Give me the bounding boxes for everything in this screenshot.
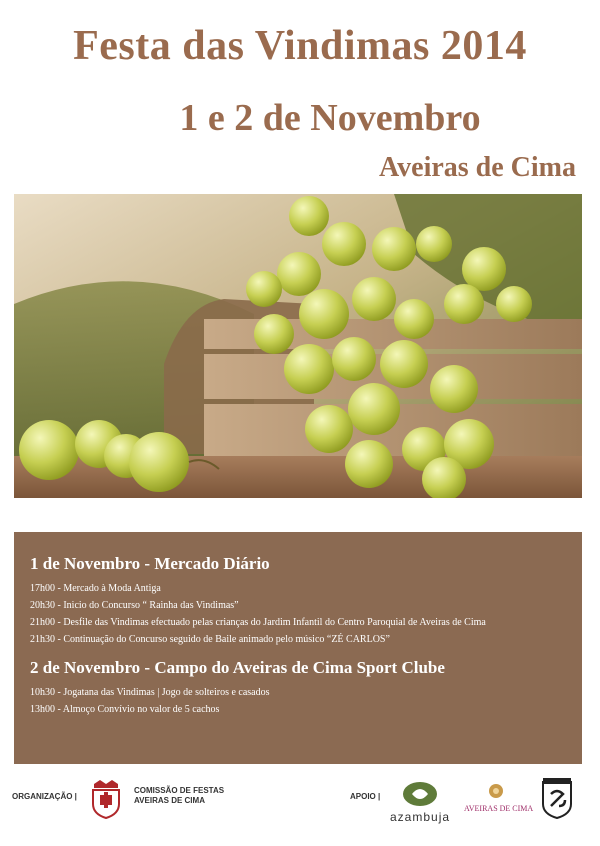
sport-club-badge-icon [540, 776, 574, 825]
event-item: 21h00 - Desfile das Vindimas efectuado pelas crianças do Jardim Infantil do Centro Paroquial de Aveiras de Cima [30, 617, 486, 628]
municipal-crest-icon [86, 778, 126, 825]
day-heading: 1 de Novembro - Mercado Diário [30, 554, 270, 573]
program-panel [14, 532, 582, 764]
event-location: Aveiras de Cima [379, 152, 576, 183]
day-heading: 2 de Novembro - Campo do Aveiras de Cima Sport Clube [30, 658, 445, 677]
grapes-photo [14, 194, 582, 498]
support-label: APOIO | [350, 792, 381, 801]
day-block-1 [30, 554, 566, 648]
event-item: 21h30 - Continuação do Concurso seguido de Baile animado pelo músico “ZÉ CARLOS” [30, 634, 390, 645]
commission-line: COMISSÃO DE FESTAS [134, 786, 225, 795]
commission-name [134, 786, 224, 806]
footer [0, 774, 600, 834]
organization-label: ORGANIZAÇÃO | [12, 792, 77, 801]
event-dates: 1 e 2 de Novembro [179, 97, 481, 139]
event-item: 10h30 - Jogatana das Vindimas | Jogo de solteiros e casados [30, 687, 270, 698]
day-block-2 [30, 658, 566, 718]
poster-title: Festa das Vindimas 2014 [73, 23, 527, 69]
commission-line: AVEIRAS DE CIMA [134, 796, 205, 805]
azambuja-logo-text: azambuja [390, 810, 451, 824]
aveiras-logo-icon [488, 782, 504, 805]
event-item: 13h00 - Almoço Convívio no valor de 5 cachos [30, 704, 220, 715]
aveiras-logo-text: AVEIRAS DE CIMA [464, 804, 534, 813]
event-item: 20h30 - Inicio do Concurso “ Rainha das Vindimas” [30, 600, 239, 611]
event-item: 17h00 - Mercado à Moda Antiga [30, 583, 161, 594]
